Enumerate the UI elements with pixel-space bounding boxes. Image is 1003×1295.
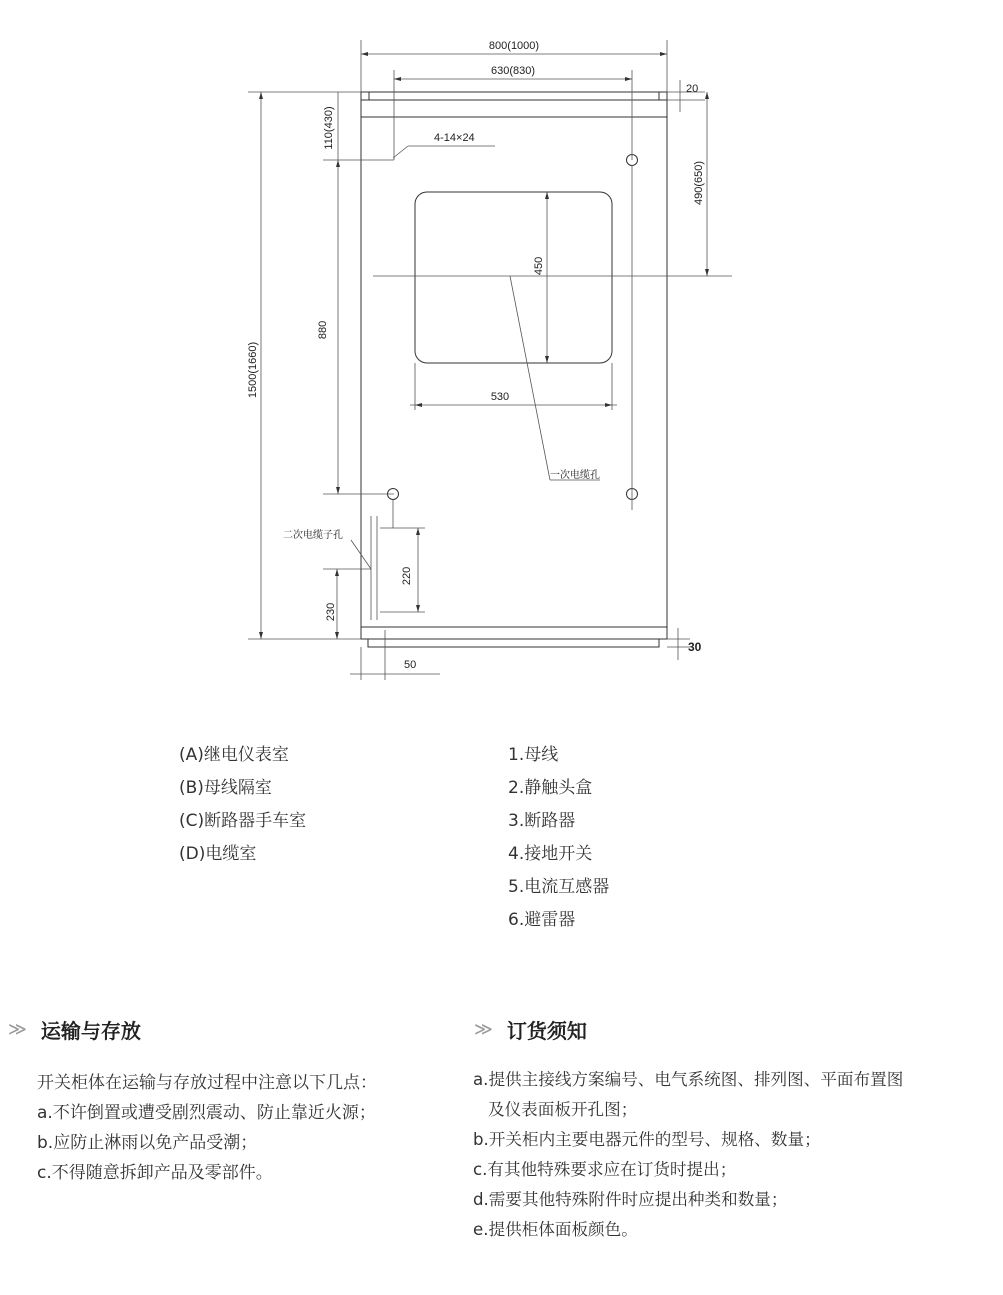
dim-base-30: 30 (688, 640, 702, 654)
ordering-title: 订货须知 (506, 1018, 587, 1043)
ordering-text (473, 1065, 903, 1245)
transport-item: b.应防止淋雨以免产品受潮； (37, 1133, 258, 1153)
transport-title: 运输与存放 (40, 1018, 141, 1043)
ordering-item: a.提供主接线方案编号、电气系统图、排列图、平面布置图 (473, 1070, 904, 1089)
dim-side-50: 50 (404, 659, 417, 671)
legend-item: 3.断路器 (508, 811, 576, 831)
legend-item: (D)电缆室 (179, 844, 257, 864)
ordering-item: 及仪表面板开孔图； (488, 1100, 638, 1119)
dim-inner-width: 630(830) (490, 65, 536, 77)
legend-item: 6.避雷器 (508, 910, 576, 930)
compartment-legend (179, 739, 306, 871)
dim-right-height: 490(650) (693, 160, 705, 206)
ordering-item: b.开关柜内主要电器元件的型号、规格、数量； (473, 1130, 821, 1149)
transport-item: c.不得随意拆卸产品及零部件。 (37, 1163, 273, 1183)
ordering-heading (474, 1015, 587, 1043)
cabinet-outline (361, 92, 667, 639)
instrument-window (415, 192, 612, 363)
dim-hole-spacing: 880 (317, 320, 329, 340)
dim-window-width: 530 (490, 391, 510, 403)
dim-overall-height: 1500(1660) (247, 341, 259, 399)
legend-item: 5.电流互感器 (508, 877, 610, 897)
legend-item: 2.静触头盒 (508, 778, 593, 798)
dim-overall-width: 800(1000) (488, 40, 540, 52)
legend-item: (A)继电仪表室 (179, 745, 289, 765)
dim-top-offset: 20 (686, 83, 699, 95)
legend-item: 4.接地开关 (508, 844, 593, 864)
dim-lower-220: 220 (401, 566, 413, 586)
ordering-item: c.有其他特殊要求应在订货时提出； (473, 1160, 737, 1179)
transport-text (37, 1068, 377, 1188)
chevron-right-icon: ≫ (8, 1018, 27, 1040)
label-secondary-cable-hole: 二次电缆子孔 (283, 530, 343, 541)
transport-item: a.不许倒置或遭受剧烈震动、防止靠近火源； (37, 1103, 376, 1123)
component-legend (508, 739, 609, 937)
ordering-item: d.需要其他特殊附件时应提出种类和数量； (473, 1190, 788, 1209)
transport-intro: 开关柜体在运输与存放过程中注意以下几点： (37, 1073, 377, 1093)
dim-window-height: 450 (533, 256, 545, 276)
transport-heading (8, 1015, 141, 1043)
legend-item: 1.母线 (508, 745, 559, 765)
label-primary-cable-hole: 一次电缆孔 (550, 470, 600, 481)
dim-hole-spec: 4-14×24 (434, 132, 475, 144)
dim-bottom-230: 230 (325, 602, 337, 622)
legend-item: (C)断路器手车室 (179, 811, 307, 831)
legend-item: (B)母线隔室 (179, 778, 272, 798)
dim-top-margin: 110(430) (323, 106, 335, 150)
ordering-item: e.提供柜体面板颜色。 (473, 1220, 638, 1239)
chevron-right-icon: ≫ (474, 1018, 493, 1040)
